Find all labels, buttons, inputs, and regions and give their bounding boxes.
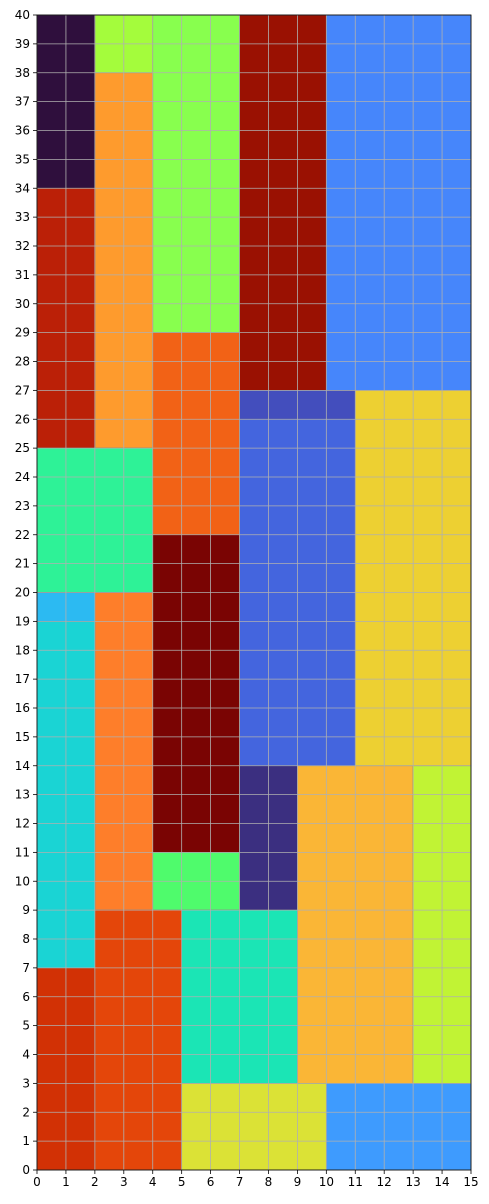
x-tick-label-2: 2 [91, 1175, 99, 1189]
x-tick-label-1: 1 [62, 1175, 70, 1189]
treemap-cell-21 [95, 910, 182, 1170]
y-tick-label-8: 8 [22, 932, 30, 946]
y-tick-label-34: 34 [14, 181, 30, 196]
y-tick-label-12: 12 [14, 816, 30, 831]
y-tick-label-24: 24 [14, 470, 30, 484]
treemap-cell-7 [153, 333, 240, 535]
y-tick-label-33: 33 [14, 210, 30, 225]
y-tick-label-25: 25 [14, 441, 30, 456]
y-tick-label-30: 30 [14, 296, 30, 311]
y-tick-label-40: 40 [14, 8, 30, 22]
y-tick-label-38: 38 [14, 65, 30, 80]
y-tick-label-17: 17 [14, 672, 30, 687]
y-tick-label-0: 0 [22, 1163, 30, 1177]
x-tick-label-4: 4 [148, 1175, 157, 1189]
treemap-cell-12 [153, 535, 240, 853]
x-tick-label-6: 6 [206, 1175, 215, 1189]
y-tick-label-27: 27 [14, 383, 30, 398]
y-tick-label-6: 6 [22, 989, 30, 1004]
grid-layer [37, 15, 471, 1170]
x-tick-label-7: 7 [235, 1175, 244, 1189]
y-tick-label-19: 19 [14, 614, 30, 629]
y-tick-label-4: 4 [22, 1047, 30, 1062]
y-tick-label-21: 21 [14, 556, 30, 571]
y-tick-label-36: 36 [14, 123, 30, 138]
y-tick-label-2: 2 [22, 1105, 30, 1120]
treemap-cell-4 [326, 15, 471, 390]
y-tick-label-37: 37 [14, 94, 30, 109]
y-tick-label-3: 3 [22, 1076, 30, 1091]
y-tick-label-1: 1 [22, 1134, 30, 1149]
y-tick-label-5: 5 [22, 1018, 30, 1033]
x-tick-label-9: 9 [293, 1175, 302, 1189]
y-tick-label-7: 7 [22, 960, 30, 975]
x-tick-label-3: 3 [119, 1175, 128, 1189]
y-tick-label-22: 22 [14, 527, 30, 542]
y-tick-label-31: 31 [14, 267, 30, 282]
y-tick-label-18: 18 [14, 643, 30, 658]
x-tick-label-15: 15 [463, 1175, 479, 1189]
y-tick-label-11: 11 [14, 845, 30, 860]
treemap-cell-3 [240, 15, 327, 390]
y-tick-label-14: 14 [14, 758, 30, 773]
y-tick-label-10: 10 [14, 874, 30, 889]
y-tick-label-23: 23 [14, 498, 30, 513]
x-tick-label-13: 13 [405, 1175, 421, 1189]
y-tick-label-20: 20 [14, 585, 30, 600]
x-tick-label-0: 0 [33, 1175, 41, 1189]
y-tick-label-29: 29 [14, 325, 30, 340]
treemap-cell-24 [326, 1083, 471, 1170]
y-tick-label-9: 9 [22, 903, 30, 918]
y-tick-label-32: 32 [14, 239, 30, 253]
x-tick-label-8: 8 [264, 1175, 273, 1189]
treemap-cell-2 [153, 15, 240, 333]
y-tick-label-35: 35 [14, 152, 30, 167]
y-tick-label-26: 26 [14, 412, 30, 427]
y-tick-label-15: 15 [14, 729, 30, 744]
x-tick-label-12: 12 [376, 1175, 392, 1189]
treemap-cell-23 [182, 1083, 327, 1170]
y-tick-label-39: 39 [14, 36, 30, 51]
y-tick-label-13: 13 [14, 787, 30, 802]
x-tick-label-14: 14 [434, 1175, 450, 1189]
x-tick-label-11: 11 [347, 1175, 363, 1189]
y-tick-label-28: 28 [14, 354, 30, 369]
y-tick-label-16: 16 [14, 701, 30, 715]
x-tick-label-5: 5 [177, 1175, 186, 1189]
x-tick-label-10: 10 [318, 1175, 334, 1189]
